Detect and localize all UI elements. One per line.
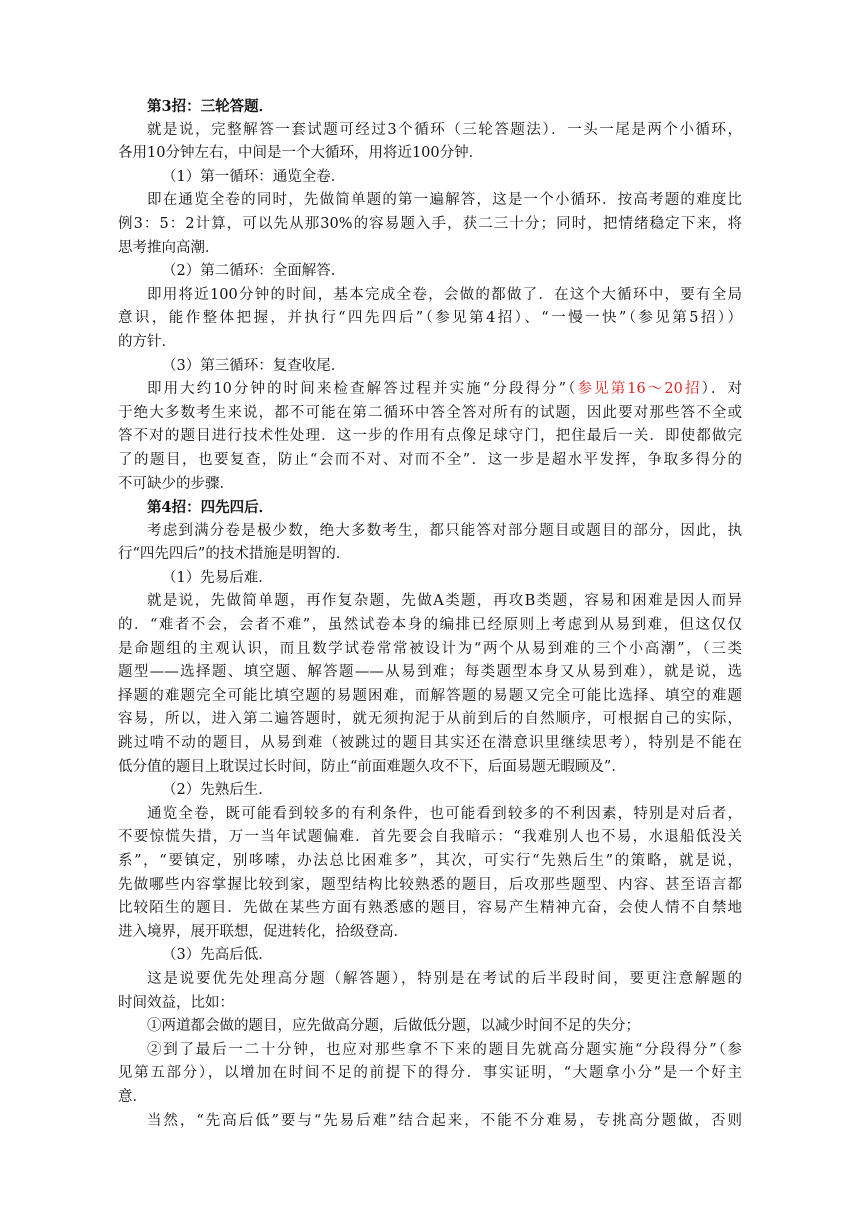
paragraph-line: 是命题组的主观认识，而且数学试卷常常被设计为“两个从易到难的三个小高潮”，（三类 bbox=[118, 640, 742, 657]
paragraph-line: 了的题目，也要复查，防止“会而不对、对而不全”．这一步是超水平发挥，争取多得分的 bbox=[118, 451, 742, 468]
paragraph-line: 的．“难者不会，会者不难”，虽然试卷本身的编排已经原则上考虑到从易到难，但这仅仅 bbox=[118, 617, 742, 634]
paragraph-line: 先做哪些内容掌握比较到家，题型结构比较熟悉的题目，后攻那些题型、内容、甚至语言都 bbox=[118, 876, 742, 893]
paragraph-line: 时间效益，比如： bbox=[118, 994, 234, 1011]
list-item-1: ①两道都会做的题目，应先做高分题，后做低分题，以减少时间不足的失分； bbox=[147, 1018, 640, 1035]
heading-tip-3: 第3招：三轮答题． bbox=[147, 98, 274, 115]
paragraph-line: 当然，“先高后低”要与“先易后难”结合起来，不能不分难易，专挑高分题做，否则 bbox=[147, 1112, 742, 1129]
paragraph-line: 的方针． bbox=[118, 333, 176, 350]
paragraph-line: 见第五部分），以增加在时间不足的前提下的得分．事实证明，“大题拿小分”是一个好主 bbox=[118, 1065, 742, 1082]
paragraph-line: 比较陌生的题目．先做在某些方面有熟悉感的题目，容易产生精神亢奋，会使人情不自禁地 bbox=[118, 900, 742, 917]
paragraph-line: 通览全卷，既可能看到较多的有利条件，也可能看到较多的不利因素，特别是对后者， bbox=[147, 805, 742, 822]
paragraph-line: 择题的难题完全可能比填空题的易题困难，而解答题的易题又完全可能比选择、填空的难题 bbox=[118, 687, 742, 704]
paragraph-line: 就是说，先做简单题，再作复杂题，先做A类题，再攻B类题，容易和困难是因人而异 bbox=[147, 593, 742, 610]
paragraph-line: 跳过啃不动的题目，从易到难（被跳过的题目其实还在潜意识里继续思考），特别是不能在 bbox=[118, 735, 742, 752]
subheading-second-cycle: （2）第二循环：全面解答． bbox=[162, 263, 346, 280]
list-item-2: ②到了最后一二十分钟，也应对那些拿不下来的题目先就高分题实施“分段得分”（参 bbox=[147, 1041, 742, 1058]
subheading-third-cycle: （3）第三循环：复查收尾． bbox=[162, 357, 346, 374]
document-page bbox=[118, 95, 742, 1133]
paragraph-line: 就是说，完整解答一套试题可经过3个循环（三轮答题法）．一头一尾是两个小循环， bbox=[147, 121, 742, 138]
paragraph-line: 即在通览全卷的同时，先做简单题的第一遍解答，这是一个小循环．按高考题的难度比 bbox=[147, 192, 742, 209]
paragraph-line: 容易，所以，进入第二遍答题时，就无须拘泥于从前到后的自然顺序，可根据自己的实际， bbox=[118, 711, 742, 728]
paragraph-text: 即用大约10分钟的时间来检查解答过程并实施“分段得分”（ bbox=[147, 381, 578, 398]
paragraph-line: 即用将近100分钟的时间，基本完成全卷，会做的都做了．在这个大循环中，要有全局 bbox=[147, 286, 742, 303]
paragraph-line: 行“四先四后”的技术措施是明智的． bbox=[118, 546, 351, 563]
paragraph-line: 答不对的题目进行技术性处理．这一步的作用有点像足球守门，把住最后一关．即使都做完 bbox=[118, 428, 742, 445]
paragraph-line-with-reference bbox=[118, 378, 742, 402]
subheading-high-first: （3）先高后低． bbox=[162, 947, 273, 964]
paragraph-line: 题型——选择题、填空题、解答题——从易到难；每类题型本身又从易到难），就是说，选 bbox=[118, 664, 742, 681]
paragraph-line: 不要惊慌失措，万一当年试题偏难．首先要会自我暗示：“我难别人也不易，水退船低没关 bbox=[118, 829, 742, 846]
subheading-familiar-first: （2）先熟后生． bbox=[162, 782, 273, 799]
paragraph-line: 各用10分钟左右，中间是一个大循环，用将近100分钟． bbox=[118, 145, 484, 162]
paragraph-line: 意． bbox=[118, 1088, 147, 1105]
paragraph-text: ）．对 bbox=[701, 381, 742, 398]
paragraph-line: 进入境界，展开联想，促进转化，拾级登高． bbox=[118, 923, 408, 940]
reference-highlight: 参见第16～20招 bbox=[577, 381, 702, 398]
heading-tip-4: 第4招：四先四后． bbox=[147, 499, 274, 517]
paragraph-line: 例3：5：2计算，可以先从那30%的容易题入手，获二三十分；同时，把情绪稳定下来，将 bbox=[118, 215, 742, 232]
paragraph-line: 不可缺少的步骤． bbox=[118, 475, 234, 492]
paragraph-line: 于绝大多数考生来说，都不可能在第二循环中答全答对所有的试题，因此要对那些答不全或 bbox=[118, 404, 742, 421]
paragraph-line: 系”，“要镇定，别哆嗦，办法总比困难多”，其次，可实行“先熟后生”的策略，就是说， bbox=[118, 853, 742, 869]
paragraph-line: 考虑到满分卷是极少数，绝大多数考生，都只能答对部分题目或题目的部分，因此，执 bbox=[147, 522, 742, 539]
paragraph-line: 低分值的题目上耽误过长时间，防止“前面难题久攻不下，后面易题无暇顾及”． bbox=[118, 758, 626, 775]
subheading-easy-first: （1）先易后难． bbox=[162, 569, 273, 586]
paragraph-line: 这是说要优先处理高分题（解答题），特别是在考试的后半段时间，要更注意解题的 bbox=[147, 970, 742, 987]
paragraph-line: 思考推向高潮． bbox=[118, 239, 220, 256]
paragraph-line: 意识，能作整体把握，并执行“四先四后”（参见第4招）、“一慢一快”（参见第5招）） bbox=[118, 310, 742, 327]
subheading-first-cycle: （1）第一循环：通览全卷． bbox=[162, 168, 346, 185]
